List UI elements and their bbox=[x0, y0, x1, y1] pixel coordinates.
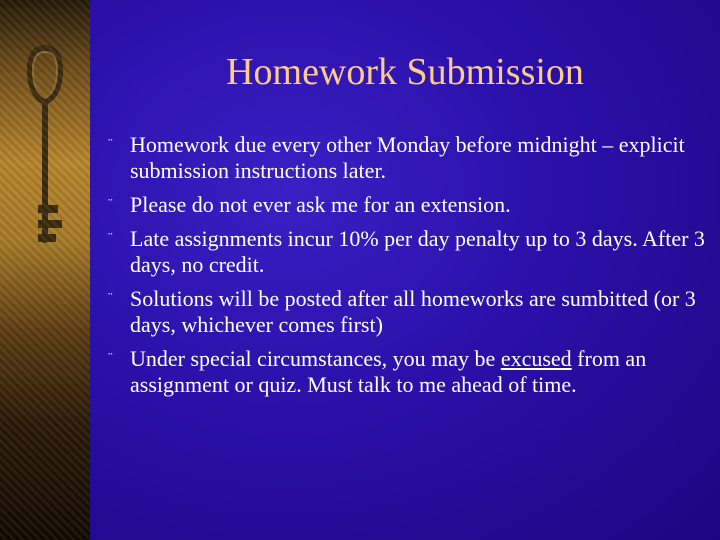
bullet-text: Late assignments incur 10% per day penalty up to 3 days. After 3 days, no credit. bbox=[130, 226, 705, 277]
list-item bbox=[108, 192, 708, 218]
list-item bbox=[108, 346, 708, 398]
bullet-text: Please do not ever ask me for an extension. bbox=[130, 192, 511, 217]
list-item bbox=[108, 132, 708, 184]
bullet-icon: ¨ bbox=[108, 197, 113, 212]
antique-key-icon bbox=[0, 40, 90, 280]
bullet-text: Homework due every other Monday before midnight – explicit submission instructions later. bbox=[130, 132, 685, 183]
bullet-icon: ¨ bbox=[108, 291, 113, 306]
underlined-word: excused bbox=[500, 346, 572, 371]
list-item bbox=[108, 286, 708, 338]
list-item bbox=[108, 226, 708, 278]
slide-title: Homework Submission bbox=[226, 51, 584, 93]
decorative-left-strip bbox=[0, 0, 90, 540]
bullet-icon: ¨ bbox=[108, 351, 113, 366]
bullet-list bbox=[108, 132, 708, 406]
bullet-text-after: from an assignment or quiz. Must talk to me ahead of time. bbox=[130, 346, 647, 397]
bullet-text-before: Under special circumstances, you may be bbox=[130, 346, 501, 371]
bullet-icon: ¨ bbox=[108, 231, 113, 246]
bullet-icon: ¨ bbox=[108, 137, 113, 152]
bullet-text: Solutions will be posted after all homeworks are sumbitted (or 3 days, whichever comes first) bbox=[130, 286, 696, 337]
